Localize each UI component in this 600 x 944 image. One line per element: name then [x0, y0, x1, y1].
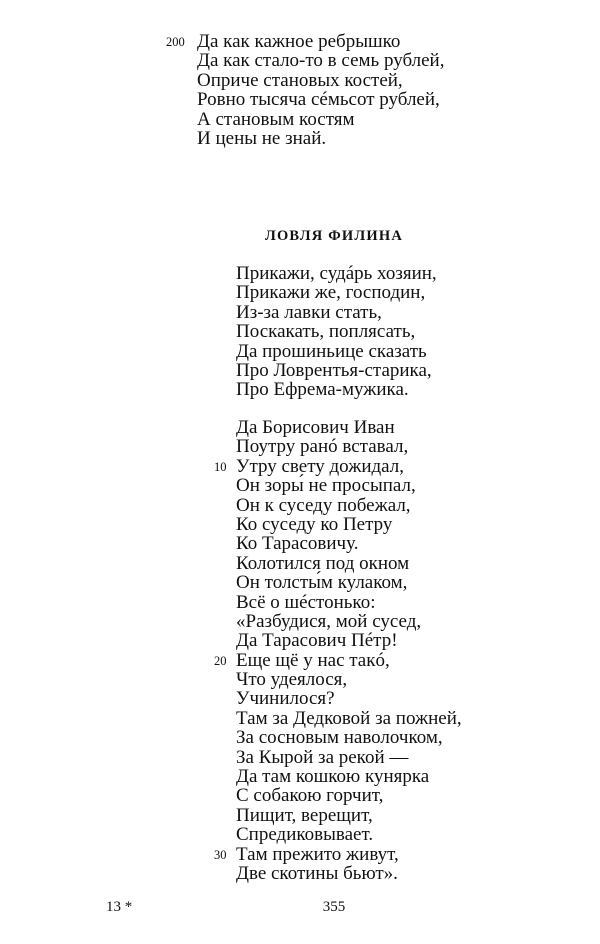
verse-text: Про Ловрентья-старика, [236, 359, 432, 381]
verse-text: Утру свету дожидал, [236, 455, 405, 477]
verse-line [0, 786, 600, 805]
verse-text: За Кырой за рекой — [236, 746, 409, 768]
page-number: 355 [322, 899, 346, 915]
verse-text: Прикажи, судáрь хозяин, [236, 263, 437, 284]
verse-line [0, 322, 600, 341]
verse-line [0, 380, 600, 399]
verse-text: С собакою горчит, [236, 785, 384, 807]
verse-line [0, 515, 600, 534]
verse-text: Всё о шéстонько: [236, 591, 376, 613]
verse-line [0, 689, 600, 708]
verse-line [0, 845, 600, 864]
verse-text: Да как стало-то в семь рублей, [197, 50, 445, 72]
verse-text: Спредиковывает. [236, 824, 374, 846]
verse-line [0, 728, 600, 747]
verse-text: Пищит, верещит, [236, 804, 373, 826]
verse-text: Из-за лавки стать, [236, 301, 382, 323]
verse-line [0, 342, 600, 361]
verse-text: Поутру ранó вставал, [236, 436, 409, 458]
verse-line [0, 283, 600, 302]
verse-line [0, 32, 600, 51]
verse-line [0, 264, 600, 283]
line-number: 200 [166, 35, 185, 49]
verse-text: Прикажи же, господин, [236, 282, 426, 304]
verse-line [0, 593, 600, 612]
line-number: 20 [214, 653, 227, 668]
verse-text: Две скотины бьют». [236, 862, 398, 884]
verse-line [0, 573, 600, 592]
verse-line [0, 534, 600, 553]
verse-line [0, 476, 600, 495]
verse-text: Про Ефрема-мужика. [236, 379, 409, 401]
verse-line [0, 303, 600, 322]
verse-line [0, 457, 600, 476]
verse-line [0, 670, 600, 689]
verse-line [0, 612, 600, 631]
verse-text: Да прошиньице сказать [236, 340, 427, 362]
verse-line [0, 631, 600, 650]
verse-line [0, 90, 600, 109]
verse-line [0, 748, 600, 767]
poem-stanza-2 [0, 418, 600, 883]
verse-text: За сосновым наволочком, [236, 727, 443, 749]
verse-text: Он толсты́м кулаком, [236, 572, 408, 594]
poem-stanza-1 [0, 264, 600, 400]
verse-text: Еще щё у нас такó, [236, 649, 390, 671]
verse-line [0, 864, 600, 883]
line-number: 10 [214, 459, 227, 474]
verse-text: Колотился под окном [236, 552, 410, 574]
verse-text: Ко суседу ко Петру [236, 513, 393, 535]
verse-line [0, 709, 600, 728]
verse-text: Там прежито живут, [236, 843, 399, 865]
verse-text: Ровно тысяча сéмьсот рублей, [197, 89, 440, 111]
verse-line [0, 806, 600, 825]
line-number: 30 [214, 847, 227, 862]
previous-poem-ending [0, 32, 600, 148]
verse-text: Ко Тарасовичу. [236, 533, 359, 555]
verse-line [0, 418, 600, 437]
verse-line [0, 496, 600, 515]
verse-line [0, 71, 600, 90]
verse-line [0, 651, 600, 670]
verse-line [0, 51, 600, 70]
verse-line [0, 110, 600, 129]
verse-text: Да Тарасович Пéтр! [236, 630, 398, 652]
verse-text: Он к суседу побежал, [236, 494, 411, 516]
verse-line [0, 767, 600, 786]
verse-line [0, 361, 600, 380]
verse-text: «Разбудися, мой сусед, [236, 610, 422, 632]
verse-line [0, 825, 600, 844]
verse-text: Учинилося? [236, 688, 335, 710]
verse-text: И цены не знай. [197, 127, 327, 149]
verse-text: Да Борисович Иван [236, 417, 395, 438]
verse-line [0, 554, 600, 573]
verse-text: Да там кошкою кунярка [236, 766, 430, 788]
verse-text: А становым костям [197, 108, 355, 130]
verse-text: Там за Дедковой за пожней, [236, 707, 462, 729]
verse-line [0, 129, 600, 148]
verse-text: Поскакать, поплясать, [236, 321, 416, 343]
verse-text: Да как кажное ребрышко [197, 31, 401, 52]
verse-text: Он зоры́ не просыпал, [236, 475, 416, 497]
printer-signature-mark: 13 * [106, 899, 133, 915]
verse-text: Оприче становых костей, [197, 69, 403, 91]
verse-line [0, 437, 600, 456]
poem-title: ЛОВЛЯ ФИЛИНА [264, 228, 404, 244]
verse-text: Что удеялося, [236, 669, 348, 691]
